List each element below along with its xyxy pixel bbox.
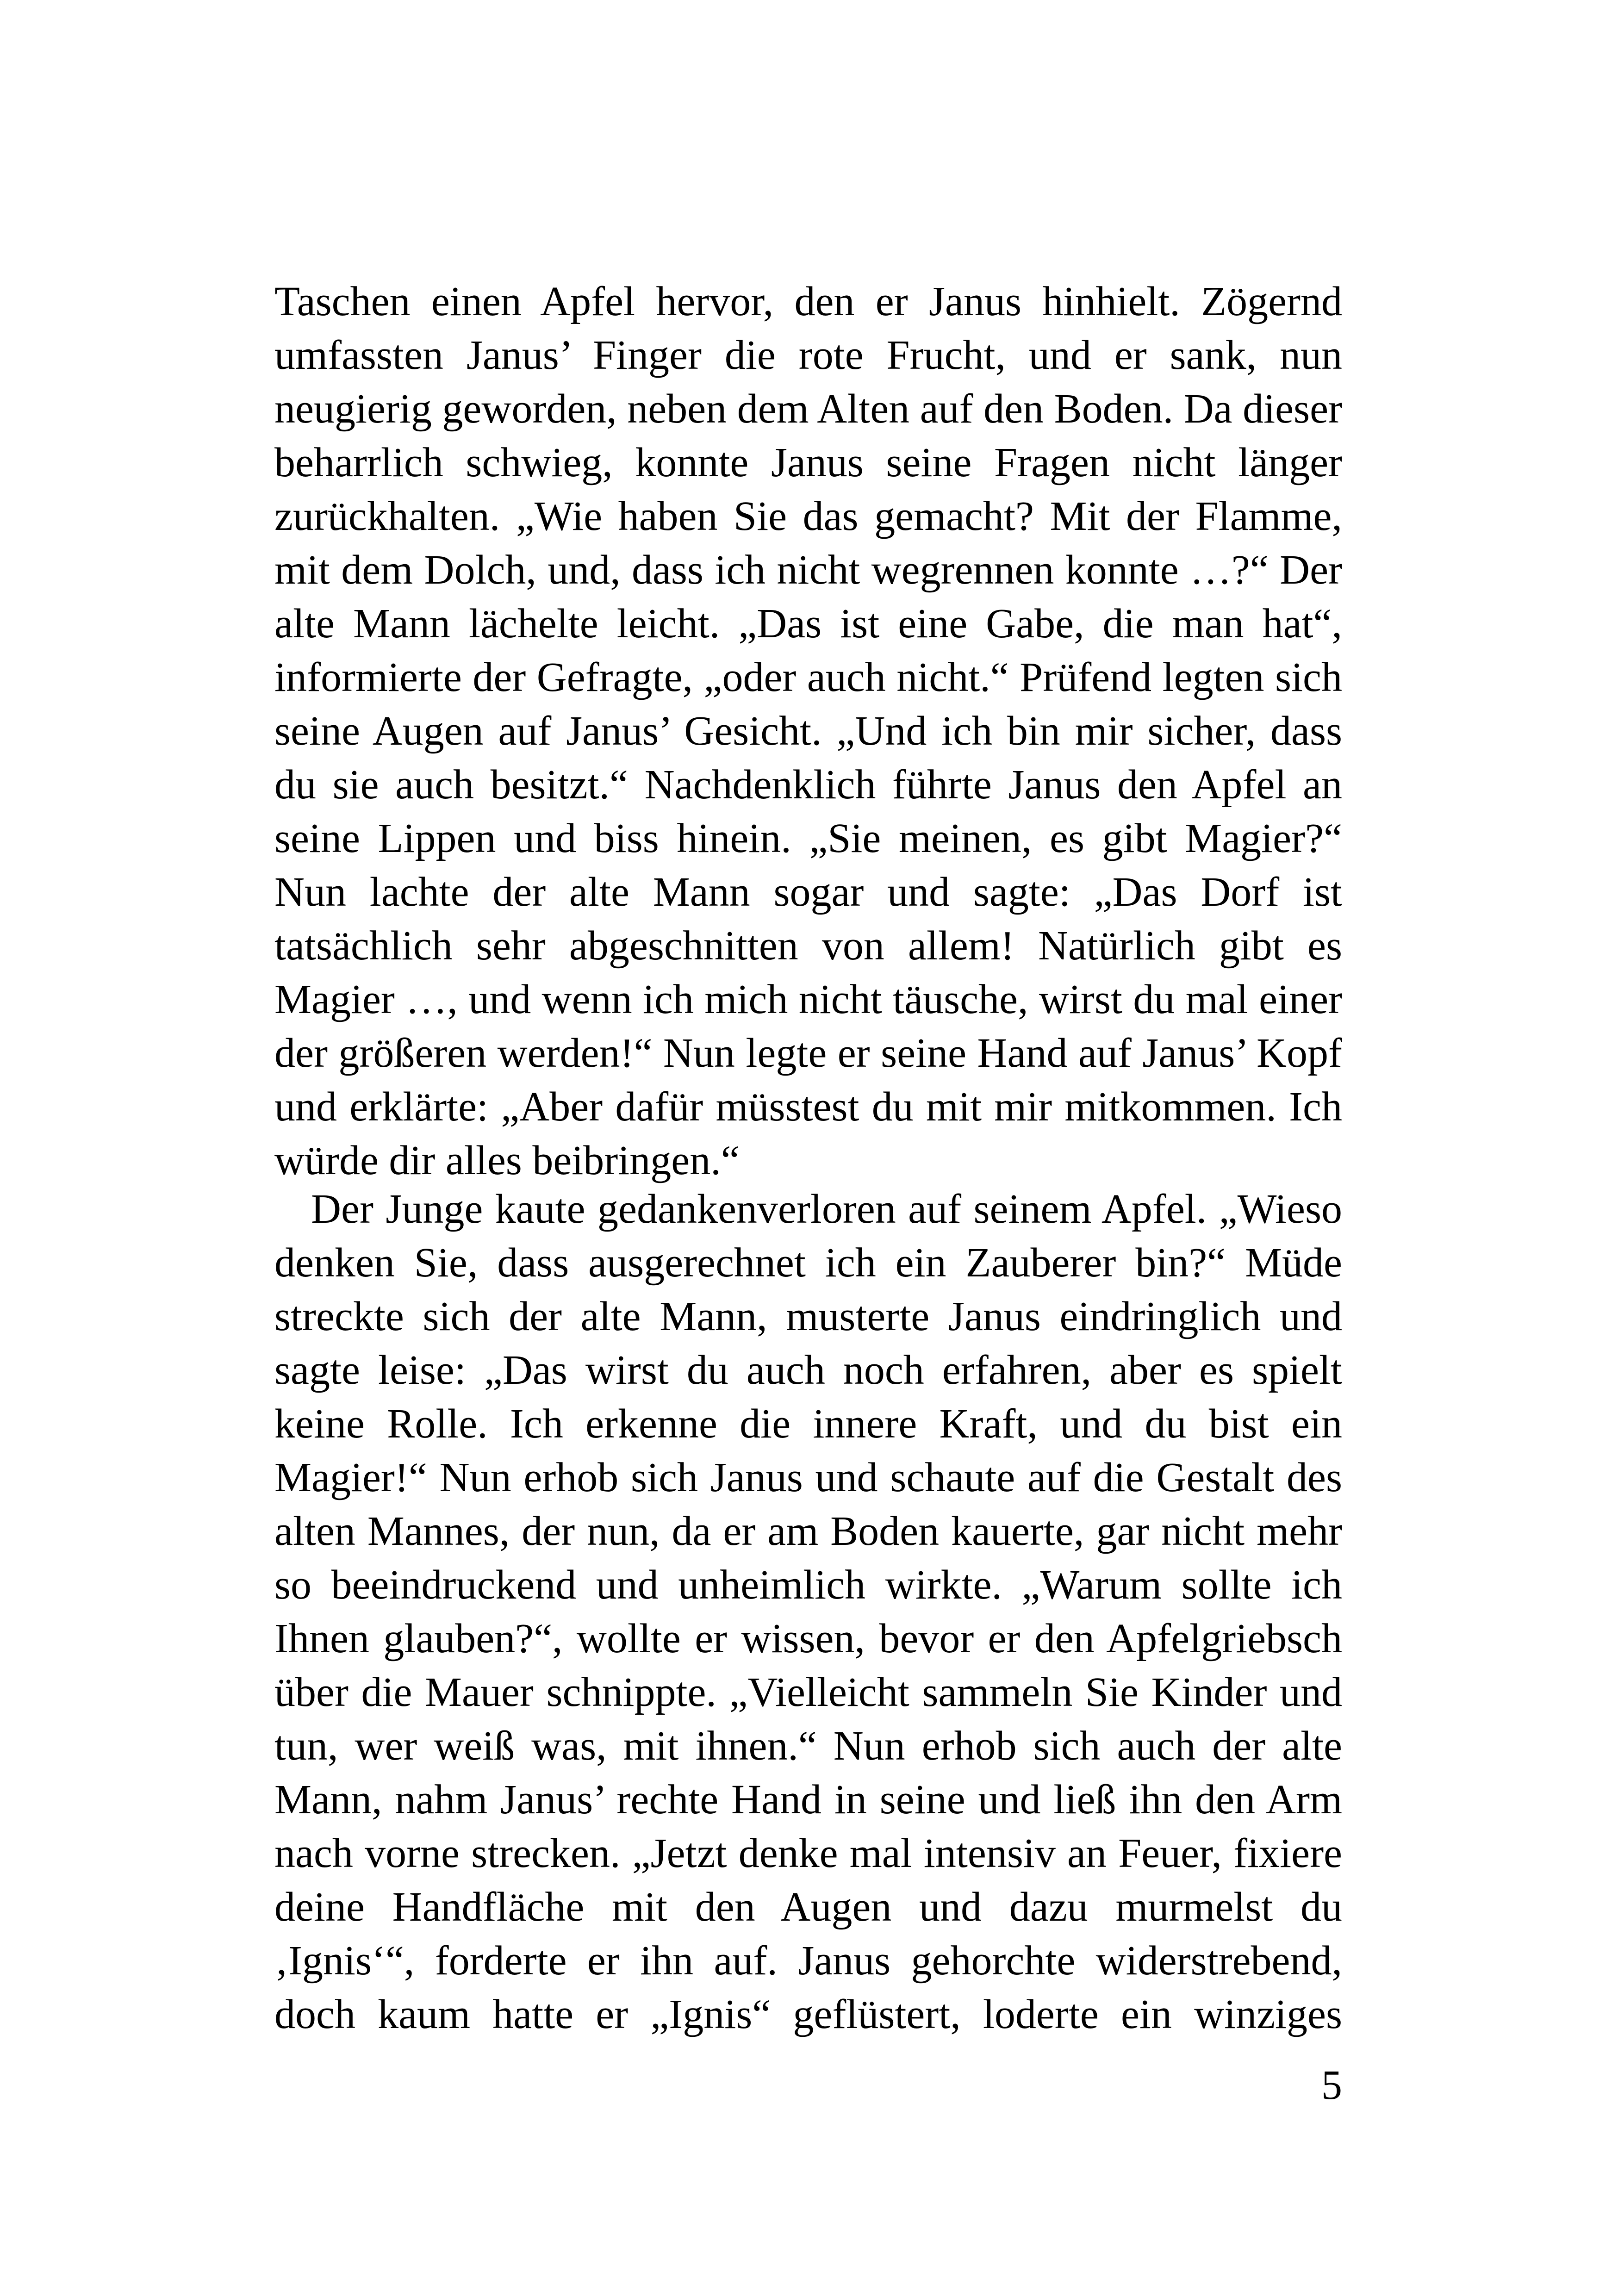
text-line: mit dem Dolch, und, dass ich nicht wegrennen konnte …?“ Der: [274, 547, 1342, 593]
text-line: ‚Ignis‘“, forderte er ihn auf. Janus gehorchte widerstrebend,: [274, 1938, 1342, 1984]
text-line: nach vorne strecken. „Jetzt denke mal intensiv an Feuer, fixiere: [274, 1830, 1342, 1876]
text-line: und erklärte: „Aber dafür müsstest du mit mir mitkommen. Ich: [274, 1084, 1342, 1130]
text-line: tun, wer weiß was, mit ihnen.“ Nun erhob sich auch der alte: [274, 1723, 1342, 1769]
text-line: denken Sie, dass ausgerechnet ich ein Zauberer bin?“ Müde: [274, 1240, 1342, 1286]
paragraph-2: [274, 1182, 1342, 2041]
text-line: seine Augen auf Janus’ Gesicht. „Und ich bin mir sicher, dass: [274, 708, 1342, 754]
text-line: Magier …, und wenn ich mich nicht täusche, wirst du mal einer: [274, 977, 1342, 1022]
text-line: beharrlich schwieg, konnte Janus seine Fragen nicht länger: [274, 440, 1342, 485]
page-number: 5: [1321, 2062, 1342, 2108]
text-line: Magier!“ Nun erhob sich Janus und schaute auf die Gestalt des: [274, 1455, 1342, 1500]
text-line: alte Mann lächelte leicht. „Das ist eine Gabe, die man hat“,: [274, 601, 1342, 647]
text-line: keine Rolle. Ich erkenne die innere Kraft, und du bist ein: [274, 1401, 1342, 1447]
text-line: seine Lippen und biss hinein. „Sie meinen, es gibt Magier?“: [274, 815, 1342, 861]
paragraph-1: [274, 275, 1342, 1188]
text-line: Ihnen glauben?“, wollte er wissen, bevor er den Apfelgriebsch: [274, 1616, 1342, 1661]
text-line: zurückhalten. „Wie haben Sie das gemacht? Mit der Flamme,: [274, 493, 1342, 539]
text-line: streckte sich der alte Mann, musterte Janus eindringlich und: [274, 1294, 1342, 1339]
text-line: Mann, nahm Janus’ rechte Hand in seine und ließ ihn den Arm: [274, 1777, 1342, 1823]
text-line: Der Junge kaute gedankenverloren auf seinem Apfel. „Wieso: [311, 1186, 1342, 1232]
text-line: Nun lachte der alte Mann sogar und sagte: „Das Dorf ist: [274, 869, 1342, 915]
text-line: umfassten Janus’ Finger die rote Frucht, und er sank, nun: [274, 332, 1342, 378]
text-line: informierte der Gefragte, „oder auch nicht.“ Prüfend legten sich: [274, 654, 1342, 700]
text-line: doch kaum hatte er „Ignis“ geflüstert, loderte ein winziges: [274, 1991, 1342, 2037]
text-line: über die Mauer schnippte. „Vielleicht sammeln Sie Kinder und: [274, 1669, 1342, 1715]
text-line: tatsächlich sehr abgeschnitten von allem! Natürlich gibt es: [274, 923, 1342, 969]
text-line: der größeren werden!“ Nun legte er seine Hand auf Janus’ Kopf: [274, 1030, 1342, 1076]
text-line: deine Handfläche mit den Augen und dazu murmelst du: [274, 1884, 1342, 1930]
text-line: alten Mannes, der nun, da er am Boden kauerte, gar nicht mehr: [274, 1508, 1342, 1554]
text-line: würde dir alles beibringen.“: [274, 1138, 740, 1183]
text-line: sagte leise: „Das wirst du auch noch erfahren, aber es spielt: [274, 1347, 1342, 1393]
text-line: Taschen einen Apfel hervor, den er Janus hinhielt. Zögernd: [274, 279, 1342, 324]
text-line: so beeindruckend und unheimlich wirkte. „Warum sollte ich: [274, 1562, 1342, 1608]
text-line: du sie auch besitzt.“ Nachdenklich führte Janus den Apfel an: [274, 762, 1342, 808]
text-line: neugierig geworden, neben dem Alten auf den Boden. Da dieser: [274, 386, 1342, 432]
